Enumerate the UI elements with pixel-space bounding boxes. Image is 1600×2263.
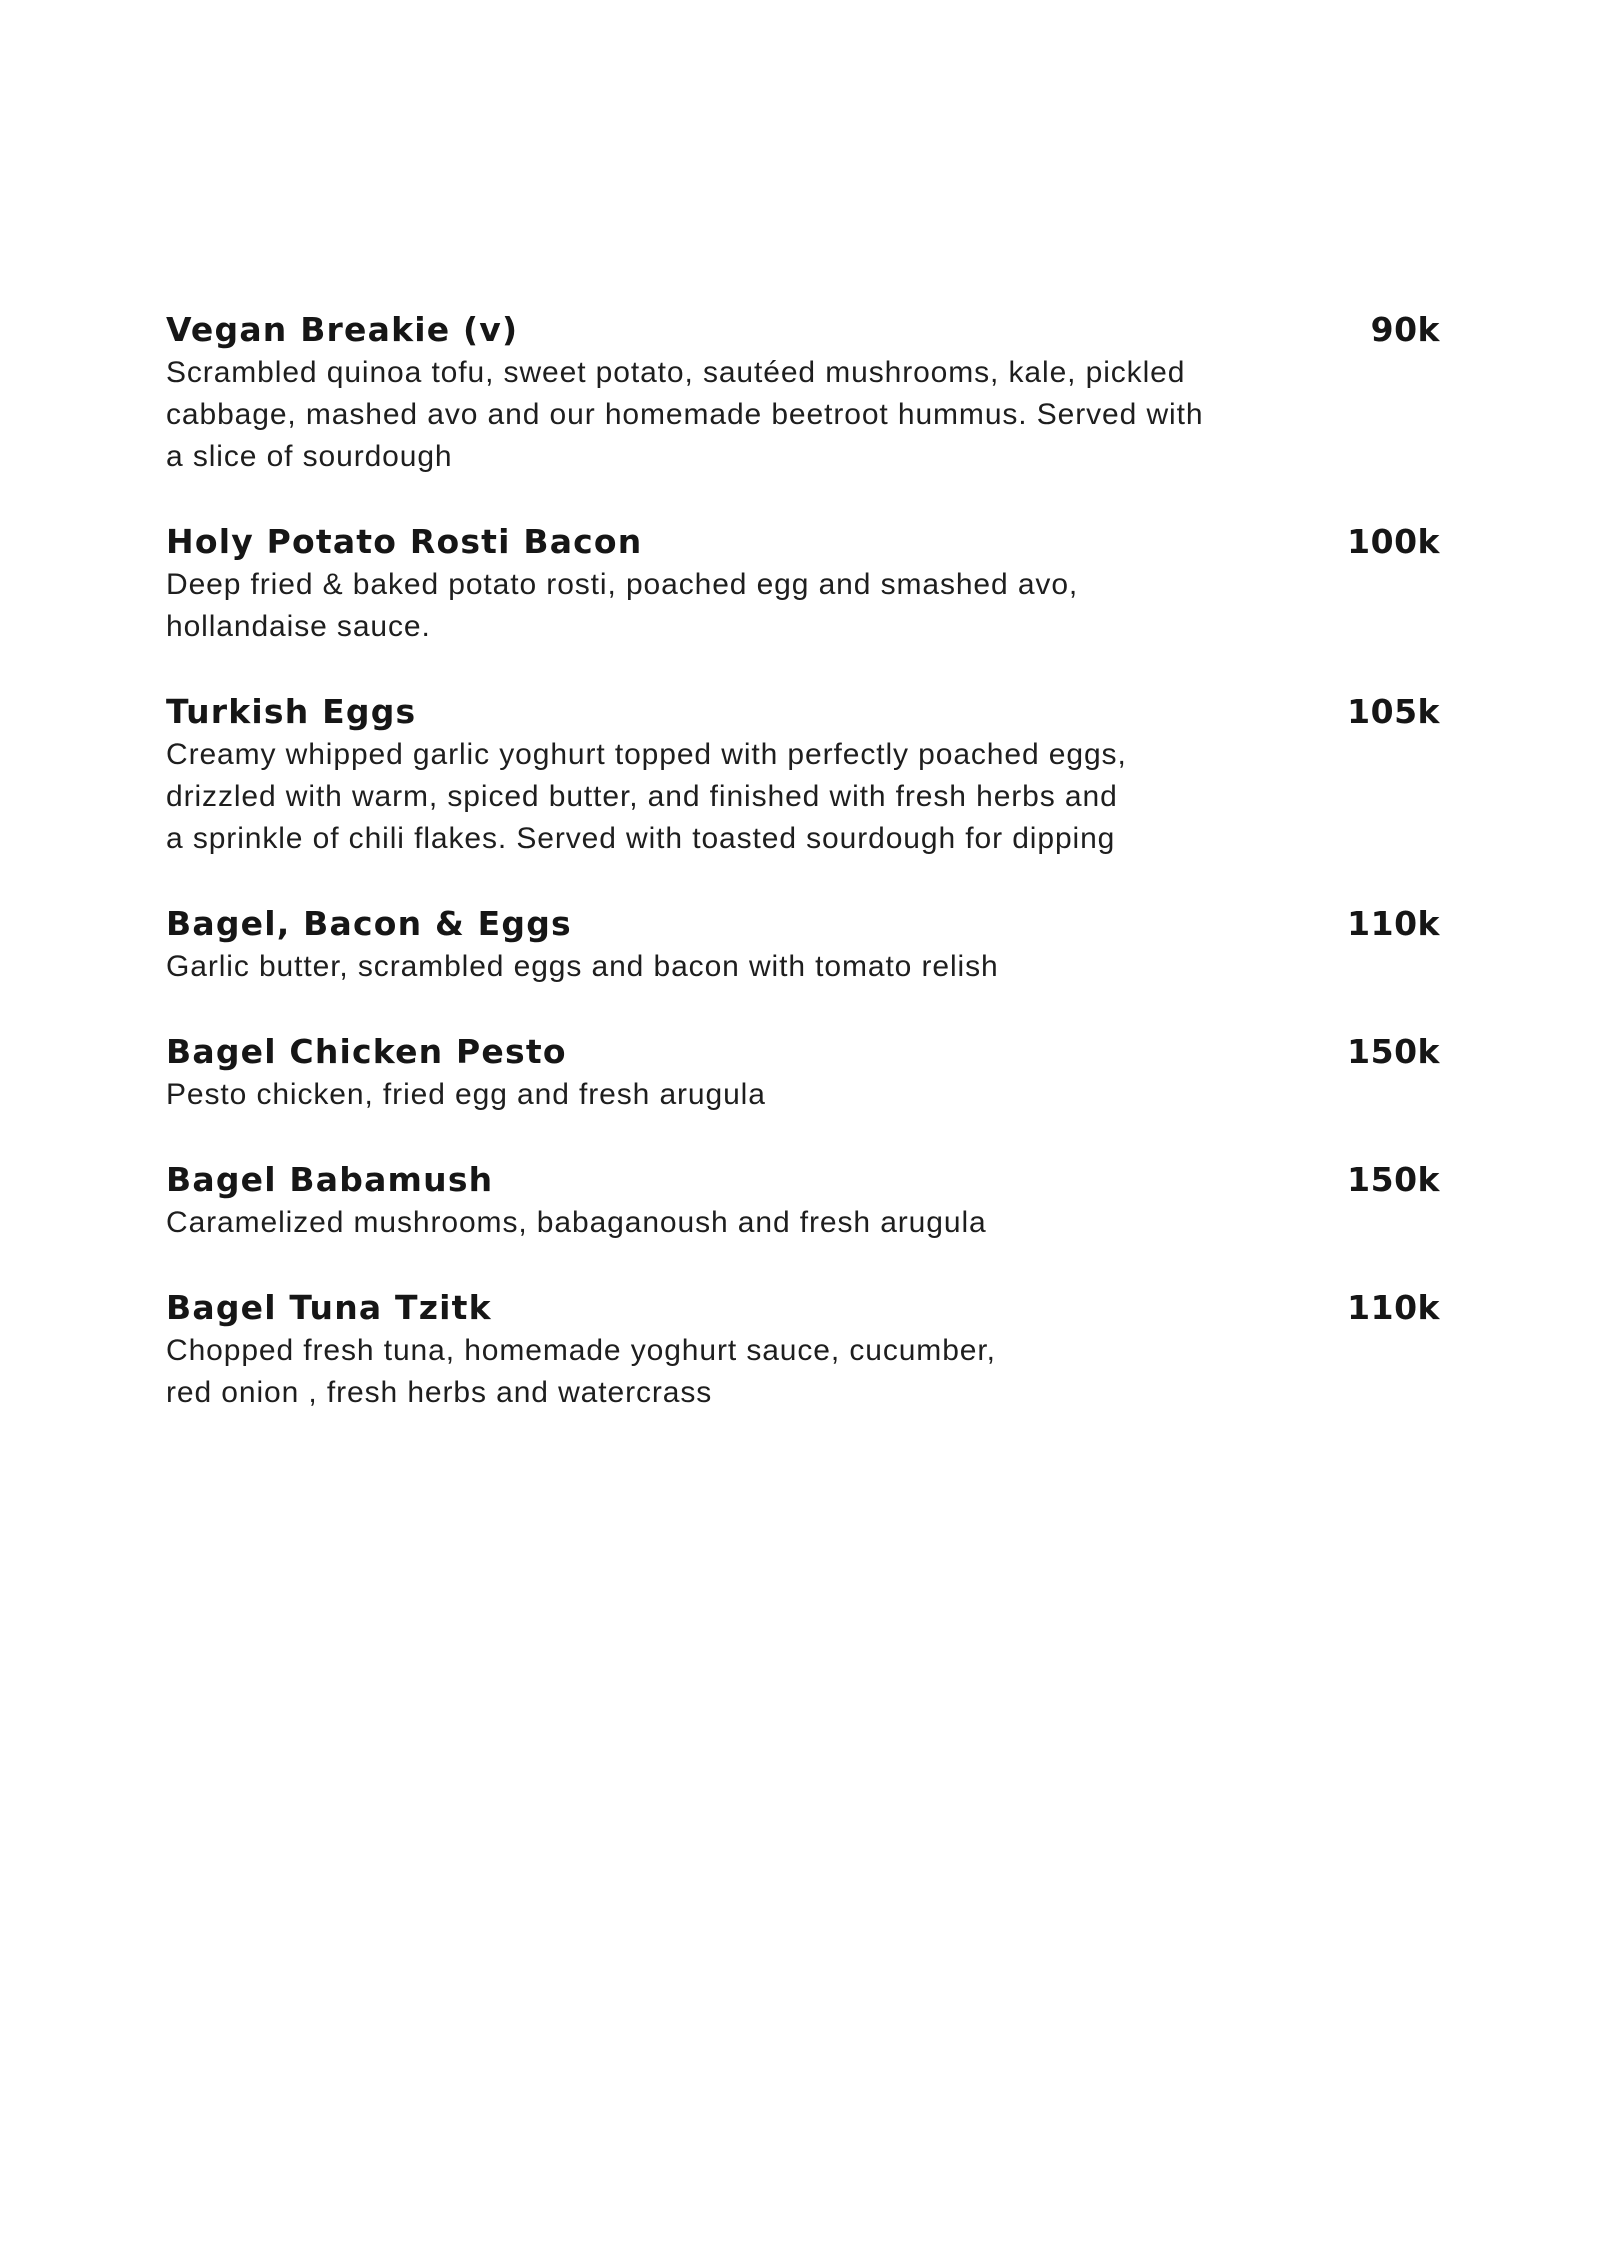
item-price: 150k bbox=[1347, 1032, 1440, 1071]
menu-item-turkish-eggs bbox=[166, 690, 1440, 860]
description-line: Creamy whipped garlic yoghurt topped with perfectly poached eggs, bbox=[166, 738, 1127, 771]
menu-item-bagel-babamush bbox=[166, 1158, 1440, 1244]
item-name: Bagel Babamush bbox=[166, 1160, 494, 1199]
menu-item-holy-potato-rosti-bacon bbox=[166, 520, 1440, 648]
description-line: red onion , fresh herbs and watercrass bbox=[166, 1376, 713, 1409]
item-name: Bagel Chicken Pesto bbox=[166, 1032, 567, 1071]
menu-item-bagel-chicken-pesto bbox=[166, 1030, 1440, 1116]
item-description bbox=[166, 1074, 1286, 1116]
item-price: 110k bbox=[1347, 904, 1440, 943]
description-line: Caramelized mushrooms, babaganoush and fresh arugula bbox=[166, 1206, 987, 1239]
item-name: Turkish Eggs bbox=[166, 692, 417, 731]
description-line: Scrambled quinoa tofu, sweet potato, sautéed mushrooms, kale, pickled bbox=[166, 356, 1186, 389]
description-line: a sprinkle of chili flakes. Served with toasted sourdough for dipping bbox=[166, 822, 1116, 855]
description-line: Chopped fresh tuna, homemade yoghurt sauce, cucumber, bbox=[166, 1334, 996, 1367]
description-line: Pesto chicken, fried egg and fresh arugula bbox=[166, 1078, 766, 1111]
item-price: 100k bbox=[1347, 522, 1440, 561]
menu-item-bagel-tuna-tzitk bbox=[166, 1286, 1440, 1414]
item-name: Holy Potato Rosti Bacon bbox=[166, 522, 643, 561]
item-price: 90k bbox=[1370, 310, 1440, 349]
description-line: a slice of sourdough bbox=[166, 440, 453, 473]
item-name: Vegan Breakie (v) bbox=[166, 310, 519, 349]
item-description bbox=[166, 946, 1286, 988]
item-description bbox=[166, 1202, 1286, 1244]
menu-item-vegan-breakie bbox=[166, 308, 1440, 478]
item-description bbox=[166, 352, 1286, 478]
description-line: Garlic butter, scrambled eggs and bacon with tomato relish bbox=[166, 950, 999, 983]
item-name: Bagel Tuna Tzitk bbox=[166, 1288, 492, 1327]
menu-item-bagel-bacon-eggs bbox=[166, 902, 1440, 988]
menu-list bbox=[166, 308, 1440, 1414]
item-price: 150k bbox=[1347, 1160, 1440, 1199]
item-description bbox=[166, 564, 1286, 648]
item-description bbox=[166, 734, 1286, 860]
description-line: drizzled with warm, spiced butter, and finished with fresh herbs and bbox=[166, 780, 1118, 813]
description-line: hollandaise sauce. bbox=[166, 610, 431, 643]
item-price: 105k bbox=[1347, 692, 1440, 731]
description-line: cabbage, mashed avo and our homemade beetroot hummus. Served with bbox=[166, 398, 1204, 431]
item-price: 110k bbox=[1347, 1288, 1440, 1327]
item-description bbox=[166, 1330, 1286, 1414]
item-name: Bagel, Bacon & Eggs bbox=[166, 904, 572, 943]
description-line: Deep fried & baked potato rosti, poached egg and smashed avo, bbox=[166, 568, 1079, 601]
